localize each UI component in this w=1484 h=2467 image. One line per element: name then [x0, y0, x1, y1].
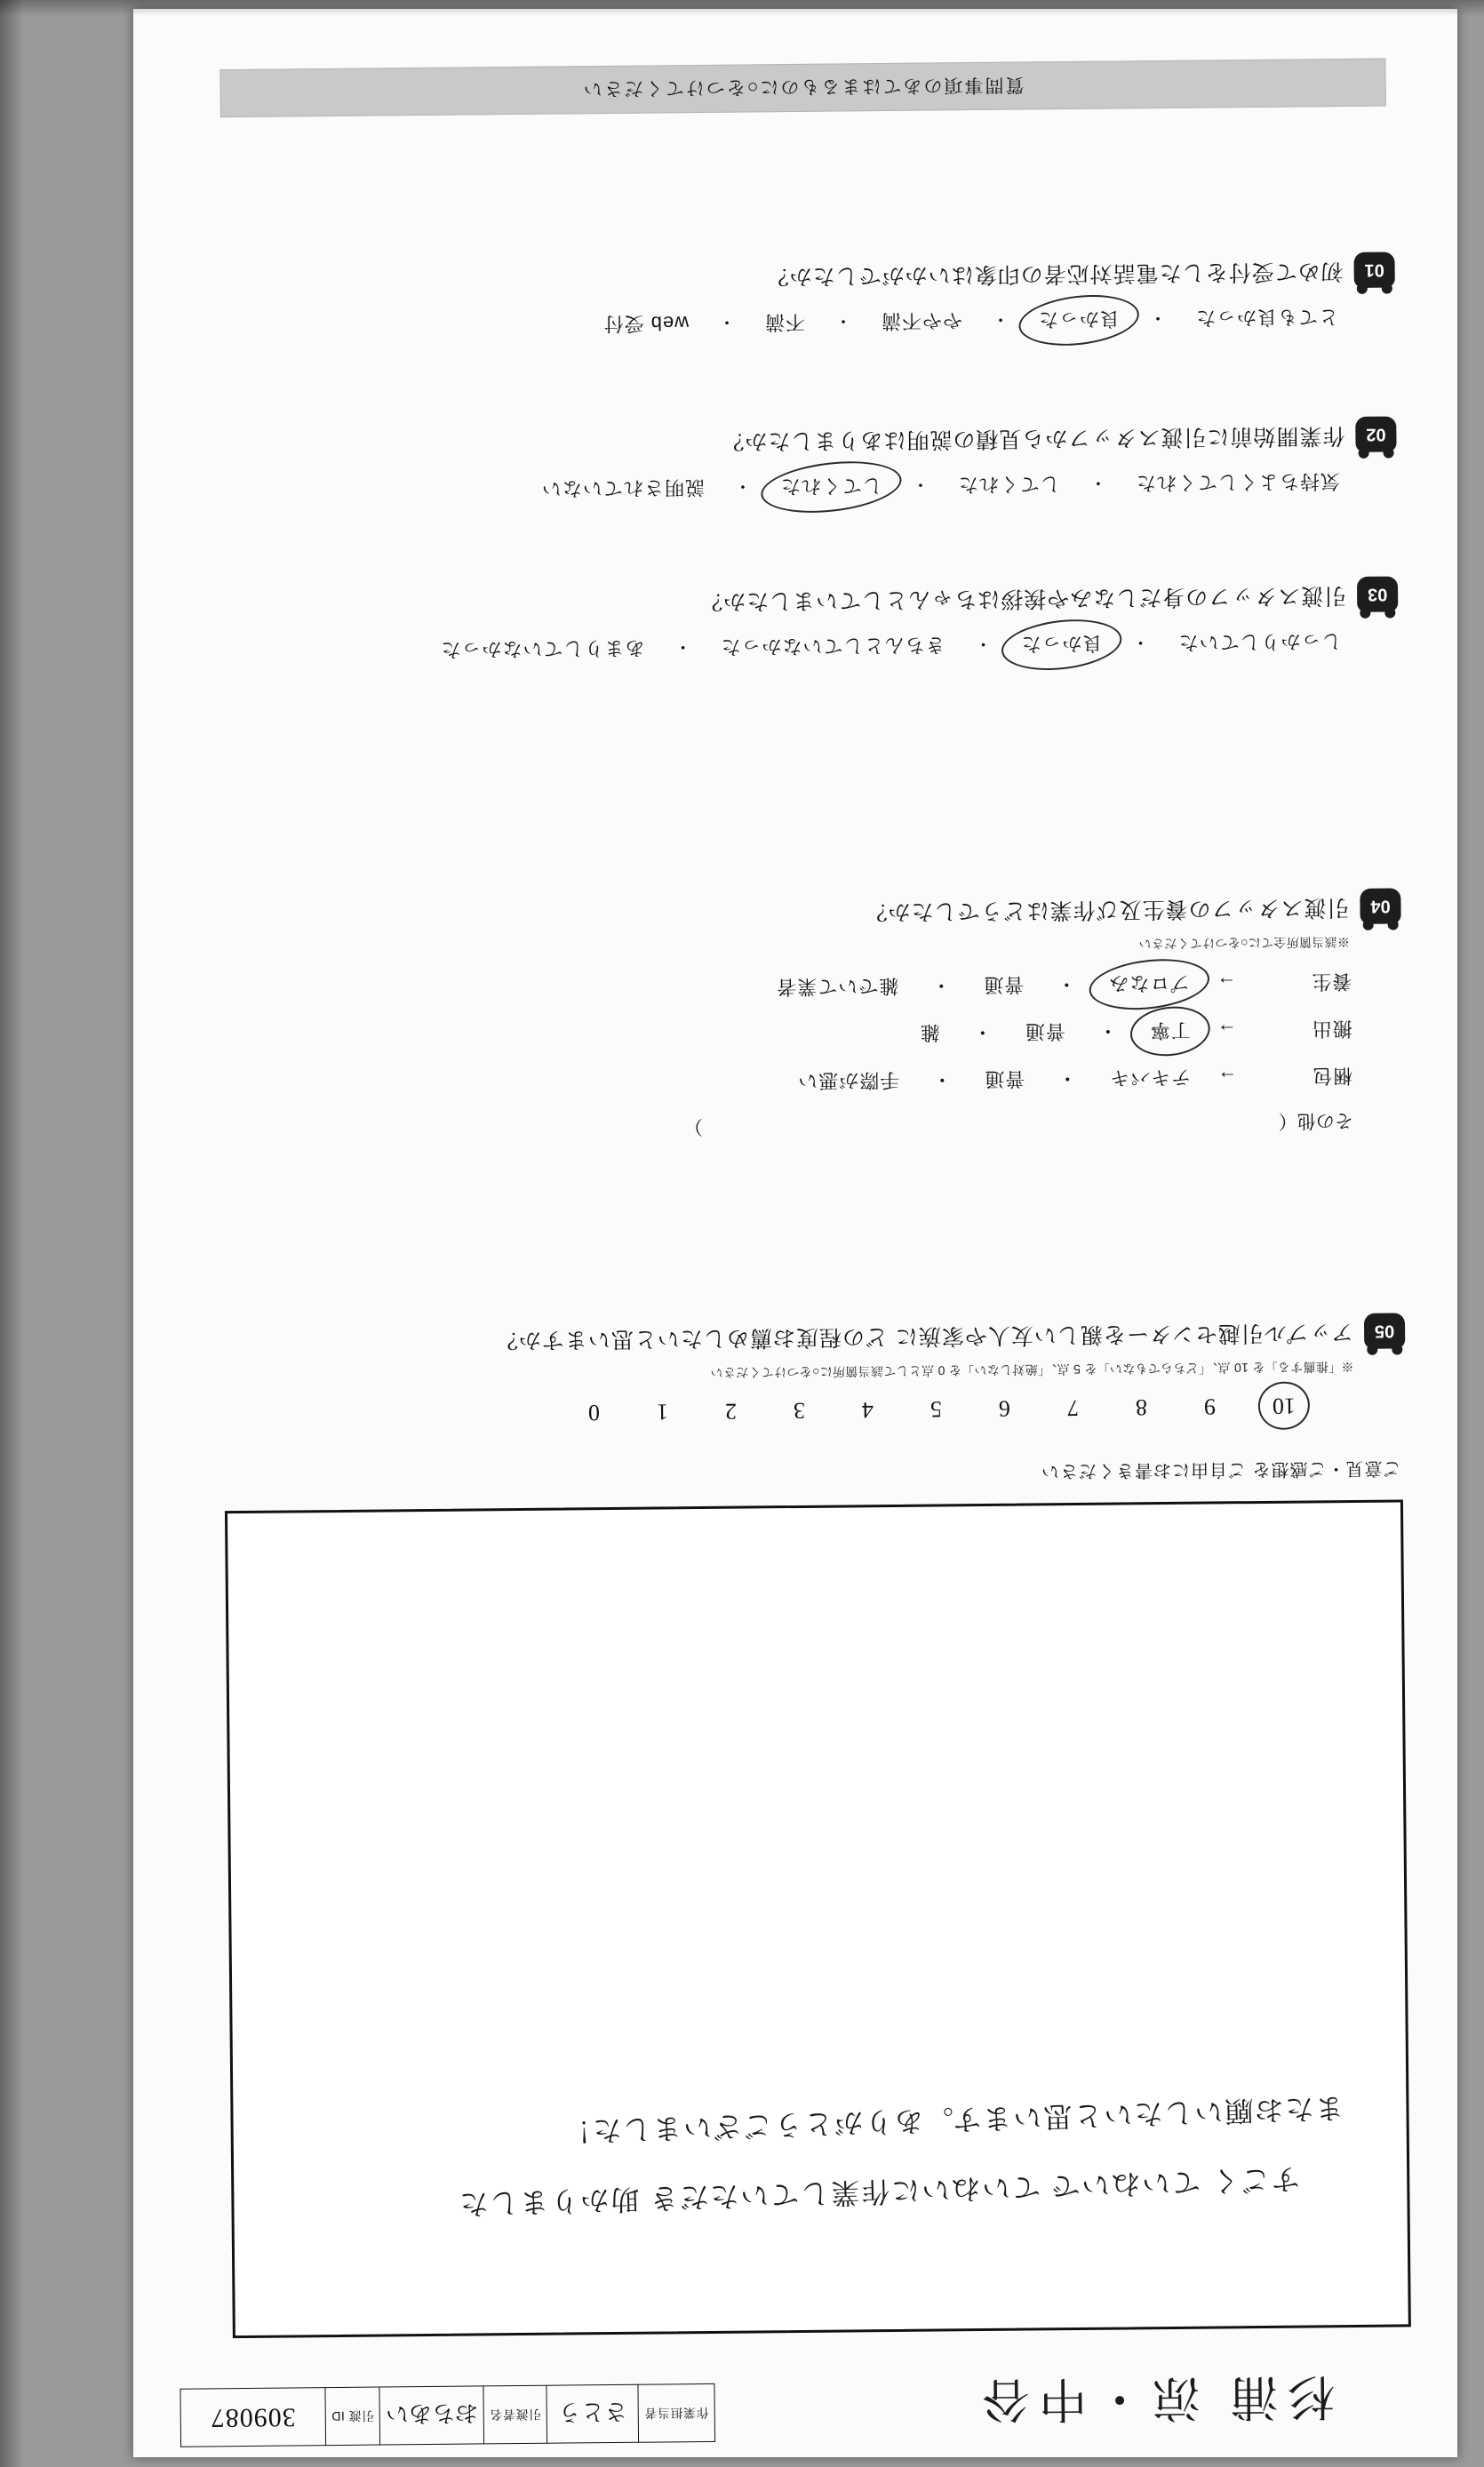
q02-option-4[interactable]: 説明されていない	[540, 475, 706, 500]
q05-scale-4[interactable]: 4	[861, 1397, 874, 1424]
q05-scale-0[interactable]: 0	[587, 1400, 601, 1426]
separator-dot: ・	[990, 308, 1010, 329]
q01-option-5[interactable]: web 受付	[602, 312, 690, 336]
separator-dot: ・	[1056, 972, 1077, 996]
q03-head	[207, 576, 1398, 623]
instruction-banner	[219, 59, 1385, 118]
survey-paper	[122, 3, 1469, 2463]
q04-head	[210, 888, 1400, 935]
comment-label: ご意見・ご感想を ご自由にお書きください	[1040, 1457, 1401, 1481]
q04-other-row[interactable]	[212, 1107, 1403, 1146]
separator-dot: ・	[1130, 632, 1150, 652]
q05-scale-1[interactable]: 1	[656, 1399, 669, 1425]
q02-option-3[interactable]: してくれた	[775, 471, 888, 503]
question-block-04	[210, 888, 1403, 1165]
q02-option-1[interactable]: 気持ちよくしてくれた	[1135, 470, 1341, 495]
instruction-banner-text: 質問事項のあてはまるものに○をつけてください	[581, 74, 1025, 100]
separator-dot: ・	[716, 311, 737, 331]
q02-number: 02	[1355, 416, 1396, 451]
q04-row-carryout	[211, 1014, 1352, 1056]
q05-scale-6[interactable]: 6	[998, 1395, 1011, 1422]
q01-option-4[interactable]: 不満	[763, 310, 806, 334]
q04-packing-choice-2[interactable]: 普通	[984, 1067, 1025, 1090]
scan-edge-shadow-top	[0, 0, 1484, 16]
q03-option-4[interactable]: あまりしていなかった	[440, 636, 645, 661]
separator-dot: ・	[833, 310, 853, 331]
q04-text: 引渡スタッフの養生及び作業はどうでしたか？	[864, 894, 1350, 925]
q04-row-packing	[211, 1061, 1352, 1103]
separator-dot: ・	[673, 636, 692, 657]
arrow-right-icon: →	[1216, 1019, 1237, 1042]
q01-option-1[interactable]: とても良かった	[1195, 306, 1339, 330]
q02-head	[205, 416, 1396, 463]
q04-packing-choice-1[interactable]: テキパキ	[1109, 1066, 1192, 1090]
arrow-right-icon: →	[1216, 972, 1237, 995]
col-value-id: 309087	[180, 2388, 326, 2447]
q04-matrix	[211, 966, 1402, 1103]
q04-protection-choice-1[interactable]: プロなみ	[1103, 969, 1195, 1001]
separator-dot: ・	[1057, 1066, 1078, 1090]
q02-text: 作業開始前に引渡スタッフから見積の説明はありましたか？	[721, 423, 1345, 454]
separator-dot: ・	[971, 1020, 993, 1044]
q04-row-carryout-label: 搬出	[1311, 1017, 1352, 1041]
q04-other-close: ）	[683, 1115, 703, 1138]
q01-option-3[interactable]: やや不満	[880, 309, 963, 333]
col-value-deliverer: おちあい	[379, 2386, 484, 2445]
q04-other-input[interactable]	[715, 1122, 1266, 1128]
q05-scale-7[interactable]: 7	[1066, 1394, 1080, 1422]
separator-dot: ・	[930, 974, 952, 997]
comment-box[interactable]	[225, 1499, 1411, 2338]
q02-options[interactable]	[206, 466, 1397, 508]
q01-option-2[interactable]: 良かった	[1033, 304, 1125, 336]
q04-carryout-choice-2[interactable]: 普通	[1024, 1020, 1065, 1043]
q03-number: 03	[1357, 576, 1398, 611]
separator-dot: ・	[931, 1068, 953, 1091]
handwritten-customer-name: 杉浦 涼・中谷	[972, 2369, 1336, 2427]
scan-edge-shadow-left	[0, 0, 23, 2467]
q04-protection-choice-3[interactable]: 雑でいて業者	[776, 974, 899, 999]
q02-option-2[interactable]: してくれた	[957, 473, 1061, 497]
col-label-id: 引渡 ID	[325, 2387, 380, 2446]
q04-row-protection-label: 養生	[1311, 970, 1352, 994]
col-value-assignee: さとう	[547, 2384, 639, 2443]
separator-dot: ・	[1148, 307, 1168, 328]
q05-scale-10[interactable]: 10	[1269, 1391, 1299, 1421]
separator-dot: ・	[910, 474, 929, 494]
separator-dot: ・	[1097, 1019, 1118, 1042]
separator-dot: ・	[732, 475, 752, 496]
q04-number: 04	[1360, 888, 1400, 923]
q04-carryout-choice-3[interactable]: 雑	[919, 1021, 940, 1044]
q04-other-label: その他（	[1278, 1109, 1353, 1131]
separator-dot: ・	[1088, 472, 1107, 492]
q05-scale-9[interactable]: 9	[1203, 1393, 1217, 1420]
q04-row-packing-label: 梱包	[1312, 1064, 1353, 1088]
q05-head	[214, 1313, 1405, 1360]
q03-option-2[interactable]: 良かった	[1015, 629, 1107, 661]
q03-option-3[interactable]: きちんとしていなかった	[720, 634, 945, 659]
col-label-deliverer: 引渡者名	[483, 2385, 547, 2444]
question-block-03	[207, 576, 1399, 681]
q04-packing-choice-3[interactable]: 手際が悪い	[797, 1068, 900, 1092]
q03-options[interactable]	[208, 626, 1399, 668]
q05-scale-3[interactable]: 3	[793, 1397, 806, 1425]
q05-scale-8[interactable]: 8	[1135, 1394, 1148, 1421]
question-block-01	[203, 251, 1395, 356]
q04-note: ※該当箇所全てに○をつけてください	[1138, 934, 1350, 952]
q04-row-protection	[211, 967, 1352, 1009]
q03-text: 引渡スタッフの身だしなみや挨拶はちゃんとしていましたか？	[699, 583, 1347, 615]
q01-options[interactable]	[204, 301, 1395, 344]
q05-scale-2[interactable]: 2	[724, 1398, 738, 1425]
q04-protection-choice-2[interactable]: 普通	[983, 973, 1025, 996]
q05-scale-5[interactable]: 5	[929, 1396, 943, 1423]
handwritten-comment-line-2: またお願いしたいと思います。ありがとうございました！	[560, 2091, 1344, 2148]
q05-note: ※「推薦する」を 10 点、「どちらでもない」を 5 点、「絶対しない」を 0 点として該当箇所に○をつけてください	[710, 1359, 1354, 1380]
q01-head	[203, 251, 1394, 299]
q01-text: 初めて受付をした電話対応者の印象はいかがでしたか？	[765, 259, 1344, 290]
question-block-02	[205, 416, 1397, 521]
arrow-right-icon: →	[1217, 1066, 1238, 1090]
id-table	[180, 2383, 715, 2447]
q05-number: 05	[1364, 1313, 1405, 1348]
question-block-05	[214, 1313, 1406, 1454]
q05-text: アップル引越センターを親しい友人や家族に どの程度お薦めしたいと思いますか？	[494, 1319, 1354, 1353]
col-label-assignee: 作業担当者	[638, 2383, 714, 2442]
separator-dot: ・	[973, 633, 993, 654]
q01-number: 01	[1353, 251, 1394, 287]
q03-option-1[interactable]: しっかりしていた	[1177, 630, 1342, 654]
scanned-survey-sheet	[133, 9, 1457, 2457]
q05-scale-row[interactable]	[215, 1389, 1406, 1431]
q04-carryout-choice-1[interactable]: 丁寧	[1145, 1016, 1196, 1048]
header-strip	[180, 2353, 1442, 2447]
handwritten-comment-line-1: すごく ていねいで ていねいに作業していただき 助かりました	[457, 2162, 1301, 2221]
